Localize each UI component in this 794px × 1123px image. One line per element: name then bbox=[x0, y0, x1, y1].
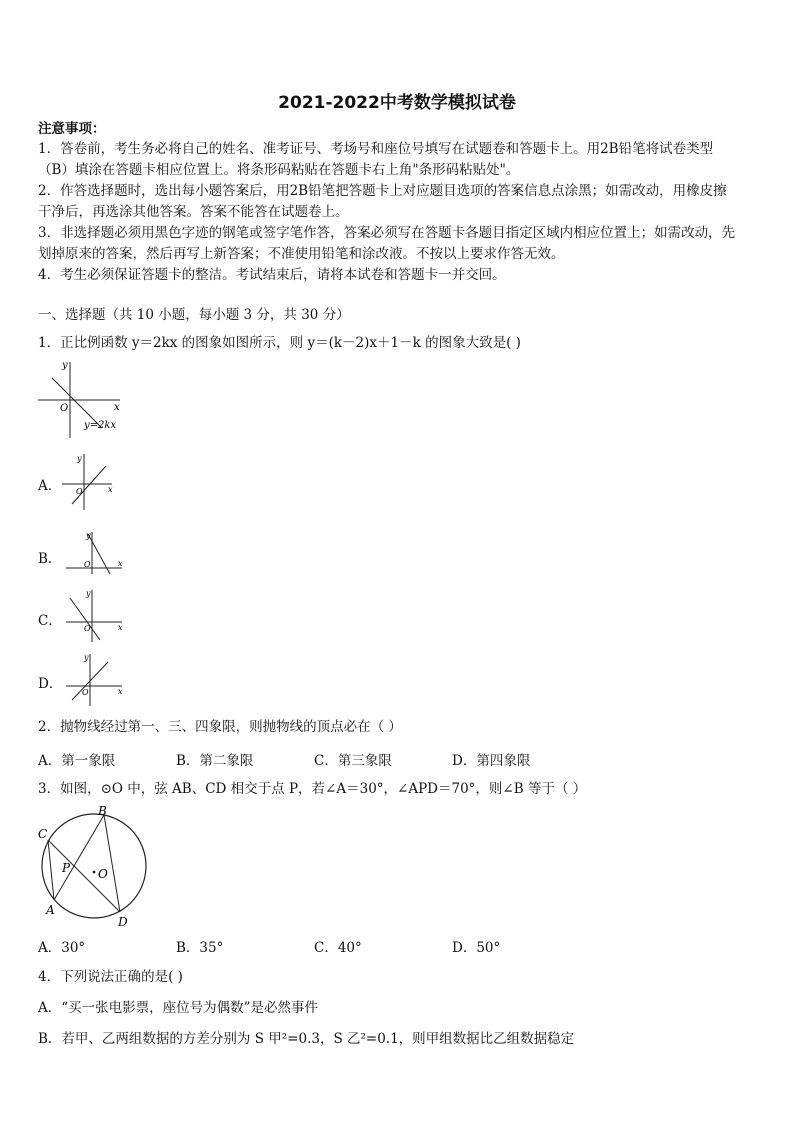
origin-label: O bbox=[60, 403, 69, 414]
svg-text:y: y bbox=[77, 454, 82, 463]
svg-text:x: x bbox=[118, 559, 123, 568]
svg-text:O: O bbox=[76, 487, 83, 496]
svg-text:y: y bbox=[86, 589, 91, 598]
q3-option-d: D．50° bbox=[452, 940, 501, 956]
q2-option-d: D．第四象限 bbox=[452, 753, 531, 769]
q4-option-a: A．“买一张电影票，座位号为偶数”是必然事件 bbox=[38, 1000, 319, 1016]
q2-option-c: C．第三象限 bbox=[314, 753, 392, 769]
q3-option-c: C．40° bbox=[314, 940, 362, 956]
q1-option-d-graph bbox=[64, 652, 128, 708]
label-o: O bbox=[98, 867, 108, 881]
q1-stem: 1．正比例函数 y＝2kx 的图象如图所示，则 y＝(k－2)x＋1－k 的图象大致是( ) bbox=[38, 335, 521, 351]
q1-option-d-label: D． bbox=[38, 676, 63, 692]
q3-option-b: B．35° bbox=[176, 940, 224, 956]
q4-option-b: B．若甲、乙两组数据的方差分别为 S 甲²=0.3，S 乙²=0.1，则甲组数据比乙组数据稳定 bbox=[38, 1031, 575, 1047]
svg-text:y: y bbox=[84, 653, 89, 662]
label-d: D bbox=[118, 915, 128, 929]
section-heading: 一、选择题（共 10 小题，每小题 3 分，共 30 分） bbox=[38, 307, 350, 323]
svg-text:O: O bbox=[84, 624, 91, 633]
notice-item-2a: 2．作答选择题时，选出每小题答案后，用2B铅笔把答题卡上对应题目选项的答案信息点涂黑；如需改动，用橡皮擦 bbox=[38, 183, 727, 199]
svg-text:x: x bbox=[108, 485, 113, 494]
svg-text:y: y bbox=[86, 531, 91, 540]
q1-option-b-label: B． bbox=[38, 551, 62, 567]
notice-item-3a: 3．非选择题必须用黑色字迹的钢笔或签字笔作答，答案必须写在答题卡各题目指定区域内相应位置上；如需改动，先 bbox=[38, 225, 736, 241]
q2-option-a: A．第一象限 bbox=[38, 753, 116, 769]
label-p: P bbox=[62, 861, 71, 875]
q1-option-c-label: C． bbox=[38, 613, 62, 629]
label-a: A bbox=[46, 903, 55, 917]
notice-item-2b: 干净后，再选涂其他答案。答案不能答在试题卷上。 bbox=[38, 204, 349, 220]
exam-title: 2021-2022中考数学模拟试卷 bbox=[278, 93, 516, 113]
notice-item-1a: 1．答卷前，考生务必将自己的姓名、准考证号、考场号和座位号填写在试题卷和答题卡上。用2B铅笔将试卷类型 bbox=[38, 141, 714, 157]
q1-reference-graph bbox=[36, 356, 126, 440]
svg-text:O: O bbox=[82, 688, 89, 697]
svg-text:x: x bbox=[118, 687, 123, 696]
svg-text:O: O bbox=[84, 560, 91, 569]
q4-stem: 4．下列说法正确的是( ) bbox=[38, 969, 183, 985]
q1-option-a-label: A． bbox=[38, 478, 62, 494]
label-b: B bbox=[98, 804, 107, 818]
label-c: C bbox=[38, 827, 48, 841]
q1-option-c-graph bbox=[64, 588, 128, 644]
line-label: y=2kx bbox=[84, 420, 117, 431]
q3-option-a: A．30° bbox=[38, 940, 86, 956]
axis-y-label: y bbox=[62, 360, 68, 371]
q3-stem: 3．如图，⊙O 中，弦 AB、CD 相交于点 P，若∠A＝30°，∠APD＝70°，则∠B 等于（ ） bbox=[38, 781, 587, 797]
svg-text:x: x bbox=[118, 623, 123, 632]
axis-x-label: x bbox=[114, 402, 120, 413]
q2-stem: 2．抛物线经过第一、三、四象限，则抛物线的顶点必在（ ） bbox=[38, 719, 402, 735]
notice-heading: 注意事项： bbox=[38, 121, 106, 137]
q3-circle-figure bbox=[34, 802, 154, 930]
q1-option-b-graph bbox=[64, 530, 128, 576]
notice-item-3b: 划掉原来的答案，然后再写上新答案；不准使用铅笔和涂改液。不按以上要求作答无效。 bbox=[38, 246, 565, 262]
notice-item-1b: （B）填涂在答题卡相应位置上。将条形码粘贴在答题卡右上角"条形码粘贴处"。 bbox=[38, 162, 520, 178]
q1-option-a-graph bbox=[60, 452, 122, 514]
notice-item-4: 4．考生必须保证答题卡的整洁。考试结束后，请将本试卷和答题卡一并交回。 bbox=[38, 267, 506, 283]
q2-option-b: B．第二象限 bbox=[176, 753, 254, 769]
